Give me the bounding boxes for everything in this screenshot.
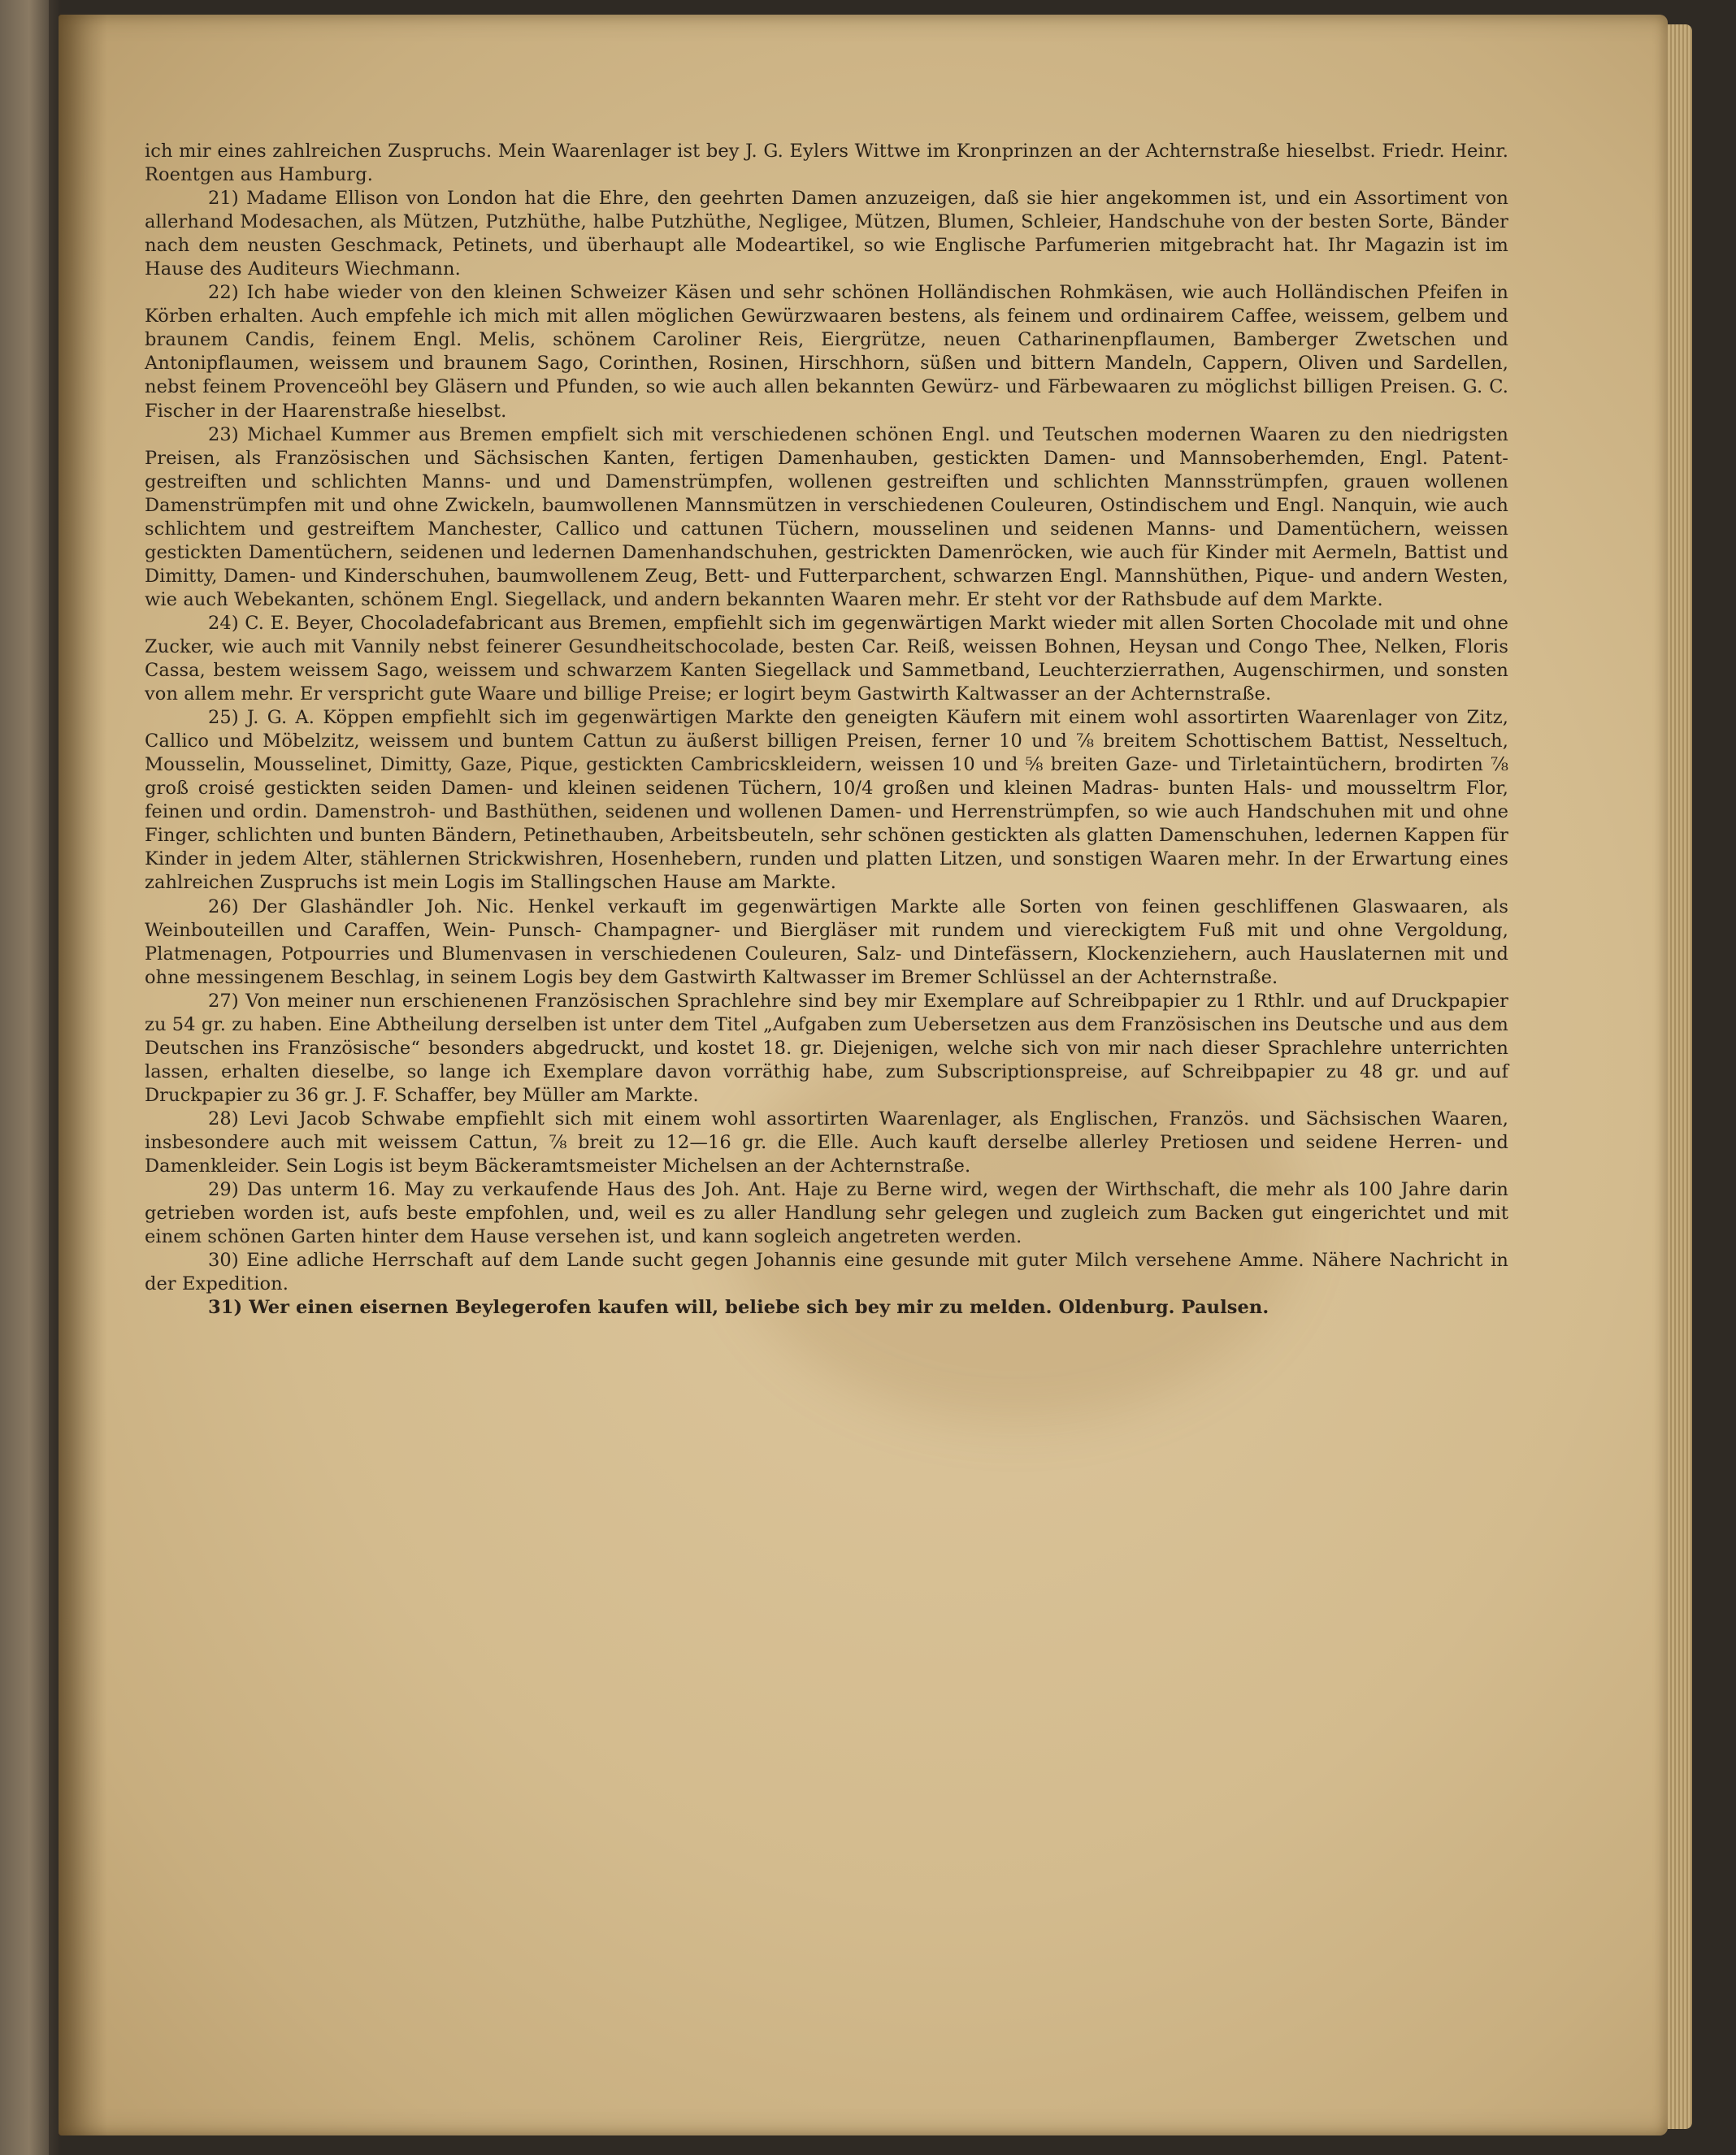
advert-23: 23) Michael Kummer aus Bremen empfielt sich mit verschiedenen schönen Engl. und Teutschen modernen Waaren zu den niedrigsten Preisen, als Französischen und Sächsischen Kanten, fertigen Damenhauben, gestickten Damen- und Mannsoberhemden, Engl. Patent- gestreiften und schlichten Manns- und und Damenstrümpfen, wollenen gestreiften und schlichten Mannsstrümpfen, grauen wollenen Damenstrümpfen mit und ohne Zwickeln, baumwollenen Mannsmützen in verschiedenen Couleuren, Ostindischem und Engl. Nanquin, wie auch schlichtem und gestreiftem Manchester, Callico und cattunen Tüchern, mousselinen und seidenen Manns- und Damentüchern, weissen gestickten Damentüchern, seidenen und ledernen Damenhandschuhen, gestrickten Damenröcken, wie auch für Kinder mit Aermeln, Battist und Dimitty, Damen- und Kinderschuhen, baumwollenem Zeug, Bett- und Futterparchent, schwarzen Engl. Mannshüthen, Pique- und andern Westen, wie auch Webekanten, schönem Engl. Siegellack, und andern bekannten Waaren mehr. Er steht vor der Rathsbude auf dem Markte. [145, 423, 1508, 610]
advert-25: 25) J. G. A. Köppen empfiehlt sich im gegenwärtigen Markte den geneigten Käufern mit einem wohl assortirten Waarenlager von Zitz, Callico und Möbelzitz, weissem und buntem Cattun zu äußerst billigen Preisen, ferner 10 und ⅞ breitem Schottischem Battist, Nesseltuch, Mousselin, Mousselinet, Dimitty, Gaze, Pique, gestickten Cambricskleidern, weissen 10 und ⅝ breiten Gaze- und Tirletaintüchern, brodirten ⅞ groß croisé gestickten seiden Damen- und kleinen seidenen Tüchern, 10/4 großen und kleinen Madras- bunten Hals- und mousseltrm Flor, feinen und ordin. Damenstroh- und Basthüthen, seidenen und wollenen Damen- und Herrenstrümpfen, so wie auch Handschuhen mit und ohne Finger, schlichten und bunten Bändern, Petinethauben, Arbeitsbeuteln, sehr schönen gestickten als glatten Damenschuhen, ledernen Kappen für Kinder in jedem Alter, stählernen Strickwishren, Hosenhebern, runden und platten Litzen, und sonstigen Waaren mehr. In der Erwartung eines zahlreichen Zuspruchs ist mein Logis im Stallingschen Hause am Markte. [145, 707, 1508, 894]
advert-28: 28) Levi Jacob Schwabe empfiehlt sich mit einem wohl assortirten Waarenlager, als Englischen, Französ. und Sächsischen Waaren, insbesondere auch mit weissem Cattun, ⅞ breit zu 12—16 gr. die Elle. Auch kauft derselbe allerley Pretiosen und seidene Herren- und Damenkleider. Sein Logis ist beym Bäckeramtsmeister Michelsen an der Achternstraße. [145, 1108, 1508, 1177]
intro-paragraph: ich mir eines zahlreichen Zuspruchs. Mein Waarenlager ist bey J. G. Eylers Wittwe im Kronprinzen an der Achternstraße hieselbst. Friedr. Heinr. Roentgen aus Hamburg. [145, 141, 1508, 186]
advert-26: 26) Der Glashändler Joh. Nic. Henkel verkauft im gegenwärtigen Markte alle Sorten von feinen geschliffenen Glaswaaren, als Weinbouteillen und Caraffen, Wein- Punsch- Champagner- und Biergläser mit rundem und viereckigtem Fuß mit und ohne Vergoldung, Platmenagen, Potpourries und Blumenvasen in verschiedenen Couleuren, Salz- und Dintefässern, Klockenziehern, auch Hauslaternen mit und ohne messingenem Beschlag, in seinem Logis bey dem Gastwirth Kaltwasser im Bremer Schlüssel an der Achternstraße. [145, 895, 1508, 988]
advert-31: 31) Wer einen eisernen Beylegerofen kaufen will, beliebe sich bey mir zu melden. Oldenburg. Paulsen. [208, 1297, 1269, 1319]
page-stack-edge [1668, 24, 1692, 2129]
page-gutter-shadow [59, 15, 107, 2135]
advert-24: 24) C. E. Beyer, Chocoladefabricant aus Bremen, empfiehlt sich im gegenwärtigen Markt wieder mit allen Sorten Chocolade mit und ohne Zucker, wie auch mit Vannily nebst feinerer Gesundheitschocolade, besten Car. Reiß, weissen Bohnen, Heysan und Congo Thee, Nelken, Floris Cassa, bestem weissem Sago, weissem und schwarzem Kanten Siegellack und Sammetband, Leuchterzierrathen, Augenschirmen, und sonsten von allem mehr. Er verspricht gute Waare und billige Preise; er logirt beym Gastwirth Kaltwasser an der Achternstraße. [145, 612, 1508, 705]
page-text [145, 140, 1508, 1320]
advert-30: 30) Eine adliche Herrschaft auf dem Lande sucht gegen Johannis eine gesunde mit guter Milch versehene Amme. Nähere Nachricht in der Expedition. [145, 1250, 1508, 1295]
advert-29: 29) Das unterm 16. May zu verkaufende Haus des Joh. Ant. Haje zu Berne wird, wegen der Wirthschaft, die mehr als 100 Jahre darin getrieben worden ist, aufs beste empfohlen, und, weil es zu aller Handlung sehr gelegen und zugleich zum Backen gut eingerichtet und mit einem schönen Garten hinter dem Hause versehen ist, und kann sogleich angetreten werden. [145, 1179, 1508, 1248]
advert-27: 27) Von meiner nun erschienenen Französischen Sprachlehre sind bey mir Exemplare auf Schreibpapier zu 1 Rthlr. und auf Druckpapier zu 54 gr. zu haben. Eine Abtheilung derselben ist unter dem Titel „Aufgaben zum Uebersetzen aus dem Französischen ins Deutsche und aus dem Deutschen ins Französische“ besonders abgedruckt, und kostet 18. gr. Diejenigen, welche sich von mir nach dieser Sprachlehre unterrichten lassen, erhalten dieselbe, so lange ich Exemplare davon vorräthig habe, zum Subscriptionspreise, auf Schreibpapier zu 48 gr. und auf Druckpapier zu 36 gr. J. F. Schaffer, bey Müller am Markte. [145, 990, 1508, 1106]
advert-22: 22) Ich habe wieder von den kleinen Schweizer Käsen und sehr schönen Holländischen Rohmkäsen, wie auch Holländischen Pfeifen in Körben erhalten. Auch empfehle ich mich mit allen möglichen Gewürzwaaren bestens, als feinem und ordinairem Caffee, weissem, gelbem und braunem Candis, feinem Engl. Melis, schönem Caroliner Reis, Eiergrütze, neuen Catharinenpflaumen, Bamberger Zwetschen und Antonipflaumen, weissem und braunem Sago, Corinthen, Rosinen, Hirschhorn, süßen und bittern Mandeln, Cappern, Oliven und Sardellen, nebst feinem Provenceöhl bey Gläsern und Pfunden, so wie auch allen bekannten Gewürz- und Färbewaaren zu möglichst billigen Preisen. G. C. Fischer in der Haarenstraße hieselbst. [145, 282, 1508, 422]
advert-21: 21) Madame Ellison von London hat die Ehre, den geehrten Damen anzuzeigen, daß sie hier angekommen ist, und ein Assortiment von allerhand Modesachen, als Mützen, Putzhüthe, halbe Putzhüthe, Negligee, Mützen, Blumen, Schleier, Handschuhe von der besten Sorte, Bänder nach dem neusten Geschmack, Petinets, und überhaupt alle Modeartikel, so wie Englische Parfumerien mitgebracht hat. Ihr Magazin ist im Hause des Auditeurs Wiechmann. [145, 188, 1508, 280]
previous-page-edge [0, 0, 49, 2155]
